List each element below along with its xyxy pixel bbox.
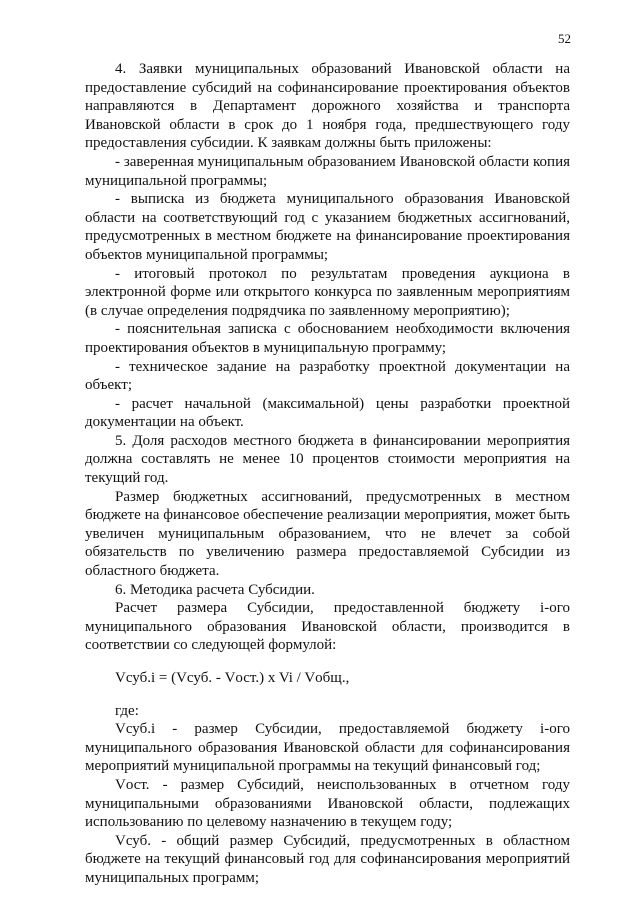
list-item-technical-task: - техническое задание на разработку проектной документации на объект; [85,358,570,394]
paragraph-applications: 4. Заявки муниципальных образований Ивановской области на предоставление субсидий на софинансирование проектирования объектов направляются в Департамент дорожного хозяйства и транспорта Ивановской области в срок до 1 ноября года, предшествующего году предоставления субсидии. К заявкам должны быть приложены: [85,61,570,152]
page-number: 52 [558,31,571,46]
paragraph-budget-share: 5. Доля расходов местного бюджета в финансировании мероприятия должна составлять не менее 10 процентов стоимости мероприятия на текущий год. [85,432,570,487]
document-body [85,60,570,888]
formula: Vсуб.i = (Vсуб. - Vост.) x Vi / Vобщ., [115,670,350,686]
list-item-explanatory-note: - пояснительная записка с обоснованием необходимости включения проектирования объектов в муниципальную программу; [85,321,570,356]
list-item-program-copy: - заверенная муниципальным образованием Ивановской области копия муниципальной программы; [85,153,570,189]
paragraph-calculation-intro: Расчет размера Субсидии, предоставленной бюджету i-ого муниципального образования Ивановской области, производится в соответствии со следующей формулой: [85,600,570,654]
section-heading-methodology: 6. Методика расчета Субсидии. [115,581,315,598]
list-item-price-calculation: - расчет начальной (максимальной) цены разработки проектной документации на объект. [85,395,570,431]
paragraph-allocation-size: Размер бюджетных ассигнований, предусмотренных в местном бюджете на финансовое обеспечение реализации мероприятия, может быть увеличен муниципальным образованием, что не влечет за собой обязательств по увеличению размера предоставляемой Субсидии из областного бюджета. [85,488,570,580]
where-label: где: [115,702,139,719]
list-item-auction-protocol: - итоговый протокол по результатам проведения аукциона в электронной форме или открытого конкурса по заявленным мероприятиям (в случае определения подрядчика по заявленному мероприятию); [85,265,570,319]
definition-vost: Vост. - размер Субсидий, неиспользованных в отчетном году муниципальными образованиями Ивановской области, подлежащих использованию по целевому назначению в текущем году; [85,776,570,831]
definition-vsub-i: Vсуб.i - размер Субсидии, предоставляемой бюджету i-ого муниципального образования Ивановской области для софинансирования мероприятий муниципальной программы на текущий финансовый год; [85,721,570,775]
list-item-budget-extract: - выписка из бюджета муниципального образования Ивановской области на соответствующий год с указанием бюджетных ассигнований, предусмотренных в местном бюджете на финансирование проектирования объектов муниципальной программы; [85,191,570,263]
definition-vsub: Vсуб. - общий размер Субсидий, предусмотренных в областном бюджете на текущий финансовый год для софинансирования мероприятий муниципальных программ; [85,832,570,886]
